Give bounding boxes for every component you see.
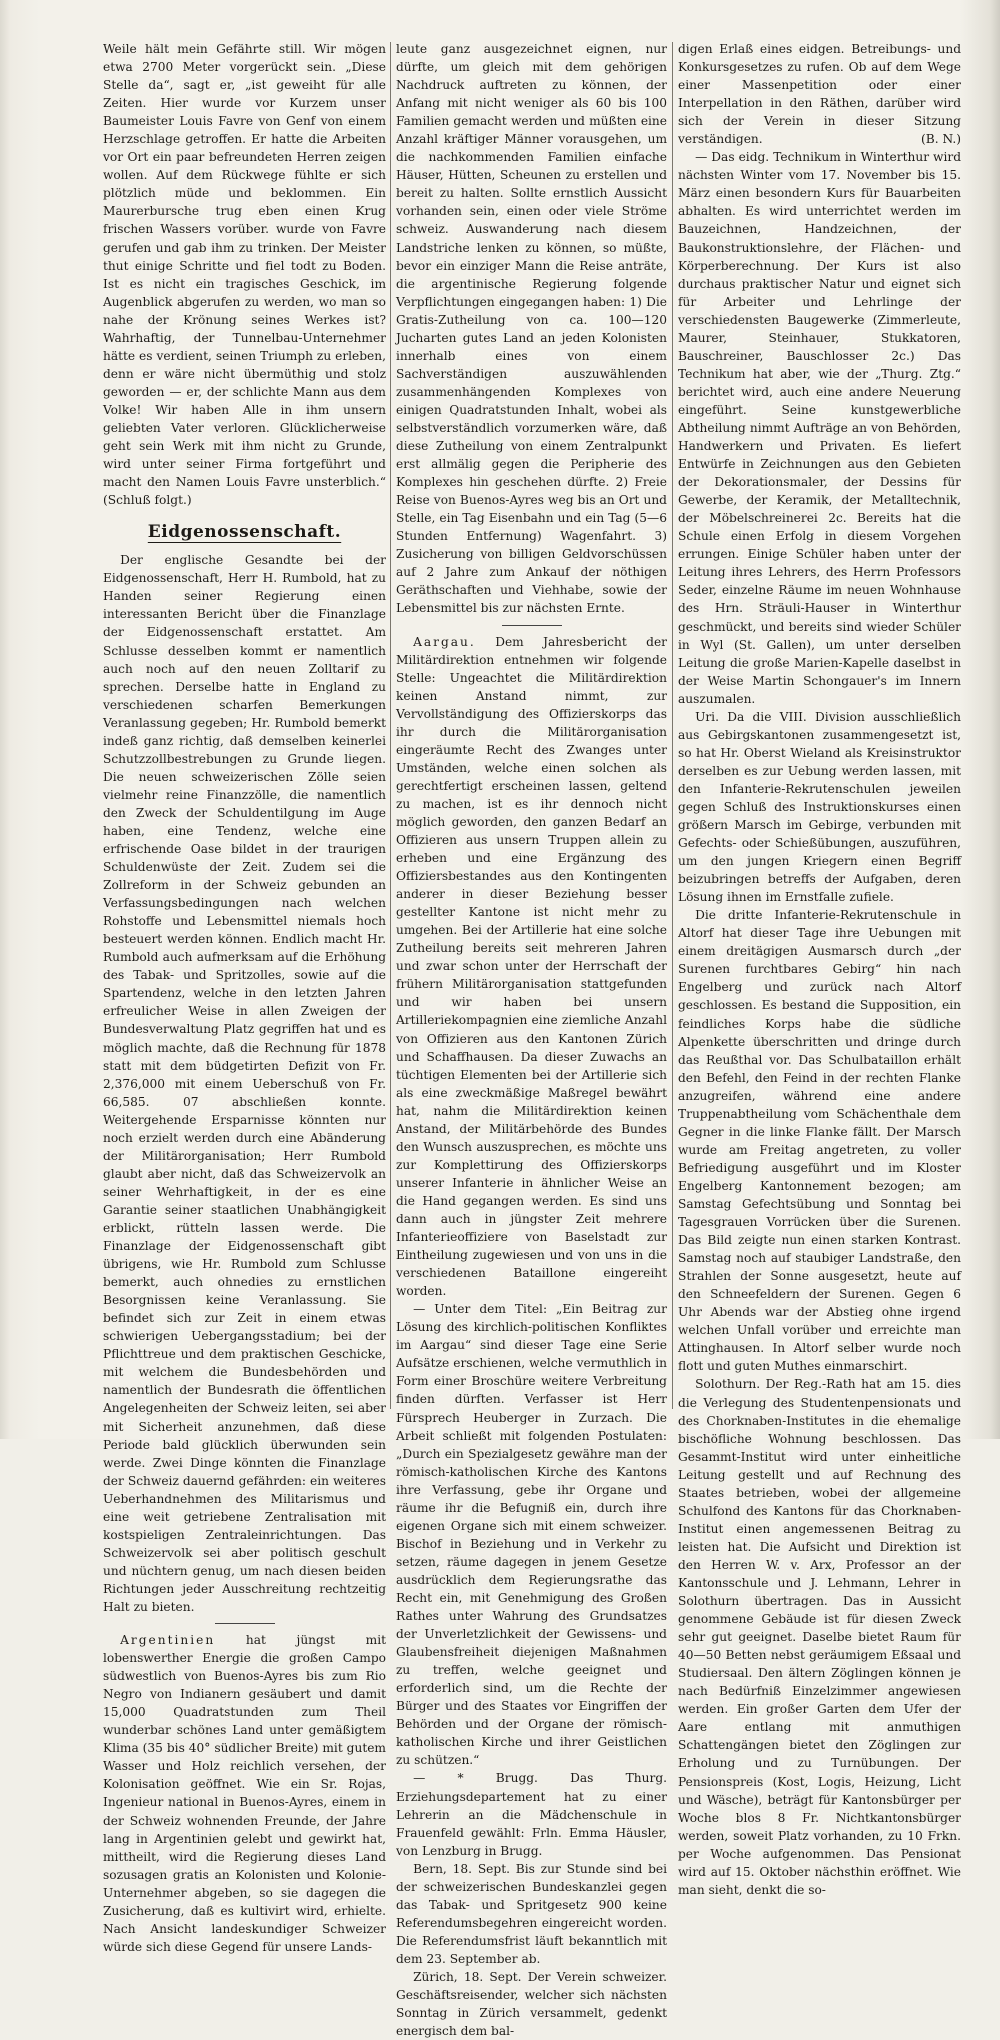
column-1 (103, 40, 386, 1954)
article-tunnel-continuation (103, 40, 386, 509)
continuation-note: (Schluß folgt.) (103, 493, 192, 508)
article-technikum: — Das eidg. Technikum in Winterthur wird nächsten Winter vom 17. November bis 15. März einen besondern Kurs für Bauarbeiten abhalten. Es wird unterrichtet werden im Bauzeichnen, Handzeichnen, der Baukonstruktionslehre, der Flächen- und Körperberechnung. Der Kurs ist also durchaus praktischer Natur und eignet sich für Arbeiter und Lehrlinge der verschiedensten Baugewerke (Zimmerleute, Maurer, Steinhauer, Stukkatoren, Bauschreiner, Bauschlosser 2c.) Das Technikum hat aber, wie der „Thurg. Ztg.“ berichtet wird, auch eine andere Neuerung eingeführt. Seine kunstgewerbliche Abtheilung nimmt Aufträge an von Behörden, Handwerkern und Privaten. Es liefert Entwürfe in Zeichnungen aus den Gebieten der Dekorationsmaler, der Dessins für Gewerbe, der Keramik, der Metalltechnik, der Möbelschreinerei 2c. Bereits hat die Schule einen Erfolg in diesem Vorgehen errungen. Einige Schüler haben unter der Leitung ihres Lehrers, des Herrn Professors Seder, einzelne Räume im neuen Wohnhause des Hrn. Sträuli-Hauser in Winterthur geschmückt, und bereits sind wieder Schüler in Wyl (St. Gallen), um unter derselben Leitung die große Marien-Kapelle daselbst in der Weise Martin Schongauer's im Innern auszumalen. (678, 150, 961, 706)
dateline-aargau: Aargau. (413, 634, 476, 649)
article-uri: Uri. Da die VIII. Division ausschließlich aus Gebirgskantonen zusammengesetzt ist, so hat Hr. Oberst Wieland als Kreisinstruktor derselben es zur Uebung werden lassen, mit den Infanterie-Rekrutenschulen jeweilen gegen Schluß des Instruktionskurses einen größern Marsch im Gebirge, verbunden mit Gefechts- oder Schießübungen, auszuführen, um den jungen Kriegern einen Begriff beizubringen betreffs der Aufgaben, deren Lösung ihnen im Ernstfalle zufiele. (678, 709, 961, 905)
source-note: (B. N.) (921, 132, 961, 147)
paragraph-text: hat jüngst mit lobenswerther Energie die großen Campo südwestlich von Buenos-Ayres bis zum Rio Negro von Indianern gesäubert und damit 15,000 Quadratstunden zum Theil wunderbar schönes Land unter gemäßigtem Klima (35 bis 40° südlicher Breite) mit gutem Wasser und Holz reichlich versehen, der Kolonisation geöffnet. Wie ein Sr. Rojas, Ingenieur national in Buenos-Ayres, einem in der Schweiz wohnenden Freunde, der Jahre lang in Argentinien gelebt und gewirkt hat, mittheilt, wird die Regierung dieses Land sozusagen gratis an Kolonisten und Kolonie-Unternehmer abgeben, so sie dagegen die Zusicherung, daß es kultivirt wird, erhielte. Nach Ansicht landeskundiger Schweizer würde sich diese Gegend für unsere Lands- (103, 1633, 386, 1954)
article-divider (502, 625, 562, 626)
article-rumbold-report: Der englische Gesandte bei der Eidgenossenschaft, Herr H. Rumbold, hat zu Handen seiner Regierung einen interessanten Bericht über die Finanzlage der Eidgenossenschaft erstattet. Am Schlusse desselben kommt er namentlich auch noch auf den neuen Zolltarif zu sprechen. Derselbe hatte in England zu verschiedenen scharfen Bemerkungen Veranlassung gegeben; Hr. Rumbold bemerkt indeß ganz richtig, daß demselben keinerlei Schutzzollbestrebungen zu Grunde liegen. Die neuen schweizerischen Zölle seien vielmehr reine Finanzzölle, die namentlich den Zweck der Schuldentilgung im Auge haben, eine Tendenz, welche eine erfrischende Oase bildet in der traurigen Schuldenwüste der Zeit. Zudem sei die Zollreform in der Schweiz gebunden an Verfassungsbedingungen nach welchen Rohstoffe und Lebensmittel niemals hoch besteuert werden können. Endlich macht Hr. Rumbold auch aufmerksam auf die Erhöhung des Tabak- und Spritzolles, sowie auf die Spartendenz, welche in den letzten Jahren erfreulicher Weise in allen Zweigen der Bundesverwaltung Platz gegriffen hat und es möglich machte, daß die Rechnung für 1878 statt mit dem büdgetirten Defizit von Fr. 2,376,000 mit einem Ueberschuß von Fr. 66,585. 07 abschließen konnte. Weitergehende Ersparnisse könnten nur noch erzielt werden durch eine Abänderung der Militärorganisation; Herr Rumbold glaubt aber nicht, daß das Schweizervolk an seiner Wehrhaftigkeit, in der es eine Garantie seiner staatlichen Unabhängigkeit erblickt, rütteln lassen werde. Die Finanzlage der Eidgenossenschaft gibt übrigens, wie Hr. Rumbold zum Schlusse bemerkt, auch ohnedies zu ernstlichen Besorgnissen keine Veranlassung. Sie befindet sich zur Zeit in einem etwas schwierigen Uebergangsstadium; bei der Pflichttreue und dem praktischen Geschicke, mit welchem die Bundesbehörden und namentlich der Bundesrath die öffentlichen Angelegenheiten der Schweiz leiten, sei aber mit Sicherheit anzunehmen, daß diese Periode bald glücklich überwunden sein werde. Zwei Dinge könnten die Finanzlage der Schweiz dauernd gefährden: ein weiteres Ueberhandnehmen des Militarismus und eine weit getriebene Zentralisation mit kostspieligen Zentraleinrichtungen. Das Schweizervolk sei aber politisch geschult und nüchtern genug, um nach diesen beiden Richtungen jeder Ausschreitung rechtzeitig Halt zu bieten. (103, 553, 386, 1614)
paragraph-text: Weile hält mein Gefährte still. Wir mögen etwa 2700 Meter vorgerückt sein. „Diese Stelle da“, sagt er, „ist geweiht für alle Zeiten. Hier wurde vor Kurzem unser Baumeister Louis Favre von Genf von einem Herzschlage getroffen. Er hatte die Arbeiten vor Ort ein paar befreundeten Herren zeigen wollen. Auf dem Rückwege fühlte er sich plötzlich müde und beklommen. Ein Maurerbursche trug eben einen Krug frischen Wassers vorüber. wurde von Favre gerufen und gab ihm zu trinken. Der Meister thut einige Schritte und fiel todt zu Boden. Ist es nicht ein tragisches Geschick, im Augenblick abgerufen zu werden, wo man so nahe der Krönung seines Werkes ist? Wahrhaftig, der Tunnelbau-Unternehmer hätte es verdient, seinen Triumph zu erleben, denn er wäre nicht übermüthig und stolz geworden — er, der schlichte Mann aus dem Volke! Wir haben Alle in ihm unsern geliebten Vater verloren. Glücklicherweise geht sein Werk mit ihm nicht zu Grunde, wird unter seiner Firma fortgeführt und macht den Namen Louis Favre unsterblich.“ (103, 42, 386, 490)
article-brugg: — * Brugg. Das Thurg. Erziehungsdepartement hat zu einer Lehrerin an die Mädchenschule in Frauenfeld gewählt: Frln. Emma Häusler, von Lenzburg in Brugg. (396, 1771, 667, 1858)
paragraph-text: Dem Jahresbericht der Militärdirektion entnehmen wir folgende Stelle: Ungeachtet die Militärdirektion keinen Anstand nimmt, zur Vervollständigung des Offizierskorps das ihr durch die Militärorganisation eingeräumte Recht des Zwanges unter Umständen, welche einen solchen als gerechtfertigt erscheinen lassen, geltend zu machen, ist es ihr dennoch nicht möglich geworden, den ganzen Bedarf an Offizieren aus unsern Truppen allein zu erheben und eine Ergänzung des Offiziersbestandes aus den Kontingenten anderer in dieser Beziehung besser gestellter Kantone ist nicht mehr zu umgehen. Bei der Artillerie hat eine solche Zutheilung bereits seit mehreren Jahren und zwar schon unter der Herrschaft der frühern Militärorganisation stattgefunden und wir haben bei unsern Artilleriekompagnien eine ziemliche Anzahl von Offizieren aus den Kantonen Zürich und Schaffhausen. Da dieser Zuwachs an tüchtigen Elementen bei der Artillerie sich als eine zweckmäßige Maßregel bewährt hat, nahm die Militärdirektion keinen Anstand, der Militärbehörde des Bundes den Wunsch auszusprechen, es möchte uns zur Komplettirung des Offizierskorps unserer Infanterie in ähnlicher Weise an die Hand gegangen werden. Es sind uns dann auch in jüngster Zeit mehrere Infanterieoffiziere von Baselstadt zur Eintheilung zugewiesen und von uns in die verschiedenen Bataillone eingereiht worden. (396, 634, 668, 1299)
article-zuerich: Zürich, 18. Sept. Der Verein schweizer. Geschäftsreisender, welcher sich nächsten Sonntag in Zürich versammelt, gedenkt energisch dem bal- (396, 1969, 667, 2039)
article-argentinien-continuation: leute ganz ausgezeichnet eignen, nur dürfte, um gleich mit dem gehörigen Nachdruck auftreten zu können, der Anfang mit nicht weniger als 60 bis 100 Familien gemacht werden und müßten eine Anzahl kräftiger Männer vorausgehen, um die nachkommenden Familien einfache Häuser, Hütten, Scheunen zu erstellen und bereit zu halten. Sollte ernstlich Aussicht vorhanden sein, einen oder viele Ströme schweiz. Auswanderung nach diesem Landstriche lenken zu können, so müßte, bevor ein einziger Mann die Reise anträte, die argentinische Regierung folgende Verpflichtungen eingegangen haben: 1) Die Gratis-Zutheilung von ca. 100—120 Jucharten gutes Land an jeden Kolonisten innerhalb eines von einem Sachverständigen auszuwählenden zusammenhängenden Komplexes von einigen Quadratstunden Inhalt, wobei als selbstverständlich vorzumerken wäre, daß diese Zutheilung von einem Zentralpunkt erst allmälig gegen die Peripherie des Komplexes hin geschehen dürfte. 2) Freie Reise von Buenos-Ayres weg bis an Ort und Stelle, ein Tag Eisenbahn und ein Tag (5—6 Stunden Entfernung) Wagenfahrt. 3) Zusicherung von billigen Geldvorschüssen auf 2 Jahre zum Ankauf der nöthigen Geräthschaften und Viehhabe, sowie der Lebensmittel bis zur nächsten Ernte. (396, 42, 667, 616)
paragraph-text: digen Erlaß eines eidgen. Betreibungs- und Konkursgesetzes zu rufen. Ob auf dem Wege einer Massenpetition oder einer Interpellation in den Räthen, darüber wird sich der Verein in dieser Sitzung verständigen. (678, 42, 961, 147)
article-altorf: Die dritte Infanterie-Rekrutenschule in Altorf hat dieser Tage ihre Uebungen mit einem dreitägigen Ausmarsch durch „der Surenen furchtbares Gebirg“ hin nach Engelberg und zurück nach Altorf geschlossen. Es bestand die Supposition, ein feindliches Korps habe die südliche Alpenkette überschritten und dringe durch das Reußthal vor. Das Schulbataillon erhält den Befehl, den Feind in der rechten Flanke anzugreifen, während eine andere Truppenabtheilung vom Schächenthale dem Gegner in die linke Flanke fällt. Der Marsch wurde am Freitag angetreten, zu voller Befriedigung ausgeführt und im Kloster Engelberg Kantonnement bezogen; am Samstag Gefechtsübung und Sonntag bei Tagesgrauen Vorrücken über die Surenen. Das Bild zeigte nun einen starken Kontrast. Samstag noch auf staubiger Landstraße, den Strahlen der Sonne ausgesetzt, heute auf den Schneefeldern der Surenen. Gegen 6 Uhr Abends war der Abstieg ohne irgend welchen Unfall vorüber und erreichte man Attinghausen. In Altorf selber wurde noch flott und guten Muthes einmarschirt. (678, 908, 961, 1374)
column-rule (672, 42, 673, 1409)
article-divider (215, 1623, 275, 1624)
article-aargau (396, 633, 667, 1301)
article-zuerich-continuation (678, 40, 961, 148)
column-3 (678, 40, 961, 1897)
column-rule (390, 42, 391, 1409)
column-2 (396, 40, 668, 2039)
section-heading: Eidgenossenschaft. (147, 522, 342, 543)
article-bern: Bern, 18. Sept. Bis zur Stunde sind bei der schweizerischen Bundeskanzlei gegen das Tabak- und Spritgesetz 900 keine Referendumsbegehren eingereicht worden. Die Referendumsfrist läuft bekanntlich mit dem 23. September ab. (396, 1861, 667, 1966)
article-solothurn: Solothurn. Der Reg.-Rath hat am 15. dies die Verlegung des Studentenpensionats und des Chorknaben-Institutes in die ehemalige bischöfliche Wohnung beschlossen. Das Gesammt-Institut wird unter einheitliche Leitung gestellt und auf Rechnung des Staates betrieben, wobei der allgemeine Schulfond des Kantons für das Chorknaben-Institut einen angemessenen Beitrag zu leisten hat. Die Aufsicht und Direktion ist den Herren W. v. Arx, Professor an der Kantonsschule und J. Lehmann, Lehrer in Solothurn übertragen. Das in Aussicht genommene Gebäude ist für diesen Zweck sehr gut geeignet. Daselbe bietet Raum für 40—50 Betten nebst geräumigem Eßsaal und Studiersaal. Den ältern Zöglingen können je nach Bedürfniß Einzelzimmer angewiesen werden. Ein großer Garten dem Ufer der Aare entlang mit anmuthigen Schattengängen bietet den Zöglingen zur Erholung und zu Turnübungen. Der Pensionspreis (Kost, Logis, Heizung, Licht und Wäsche), beträgt für Kantonsbürger per Woche blos 8 Fr. Nichtkantonsbürger werden, soweit Platz vorhanden, zu 10 Frkn. per Woche aufgenommen. Das Pensionat wird auf 15. Oktober nächsthin eröffnet. Wie man sieht, denkt die so- (678, 1377, 961, 1897)
dateline-argentinien: Argentinien (120, 1633, 216, 1648)
article-aargau-konflikt: — Unter dem Titel: „Ein Beitrag zur Lösung des kirchlich-politischen Konfliktes im Aargau“ sind dieser Tage eine Serie Aufsätze erschienen, welche vermuthlich in Form einer Broschüre weitere Verbreitung finden dürften. Verfasser ist Herr Fürsprech Heuberger in Zurzach. Die Arbeit schließt mit folgenden Postulaten: „Durch ein Spezialgesetz gewähre man der römisch-katholischen Kirche des Kantons ihre Verfassung, gebe ihr Organe und räume ihr die Befugniß ein, durch ihre eigenen Organe sich mit einem schweizer. Bischof in Beziehung und in Verkehr zu setzen, räume dagegen in jenem Gesetze ausdrücklich dem Regierungsrathe das Recht ein, mit Genehmigung des Großen Rathes unter Wahrung des Grundsatzes der Unverletzlichkeit der Gewissens- und Glaubensfreiheit diejenigen Maßnahmen zu treffen, welche geeignet und erforderlich sind, um die Rechte der Bürger und des Staates vor Eingriffen der Behörden und der Organe der römisch-katholischen Kirche und ihrer Geistlichen zu schützen.“ (396, 1302, 667, 1768)
article-argentinien (103, 1631, 386, 1956)
